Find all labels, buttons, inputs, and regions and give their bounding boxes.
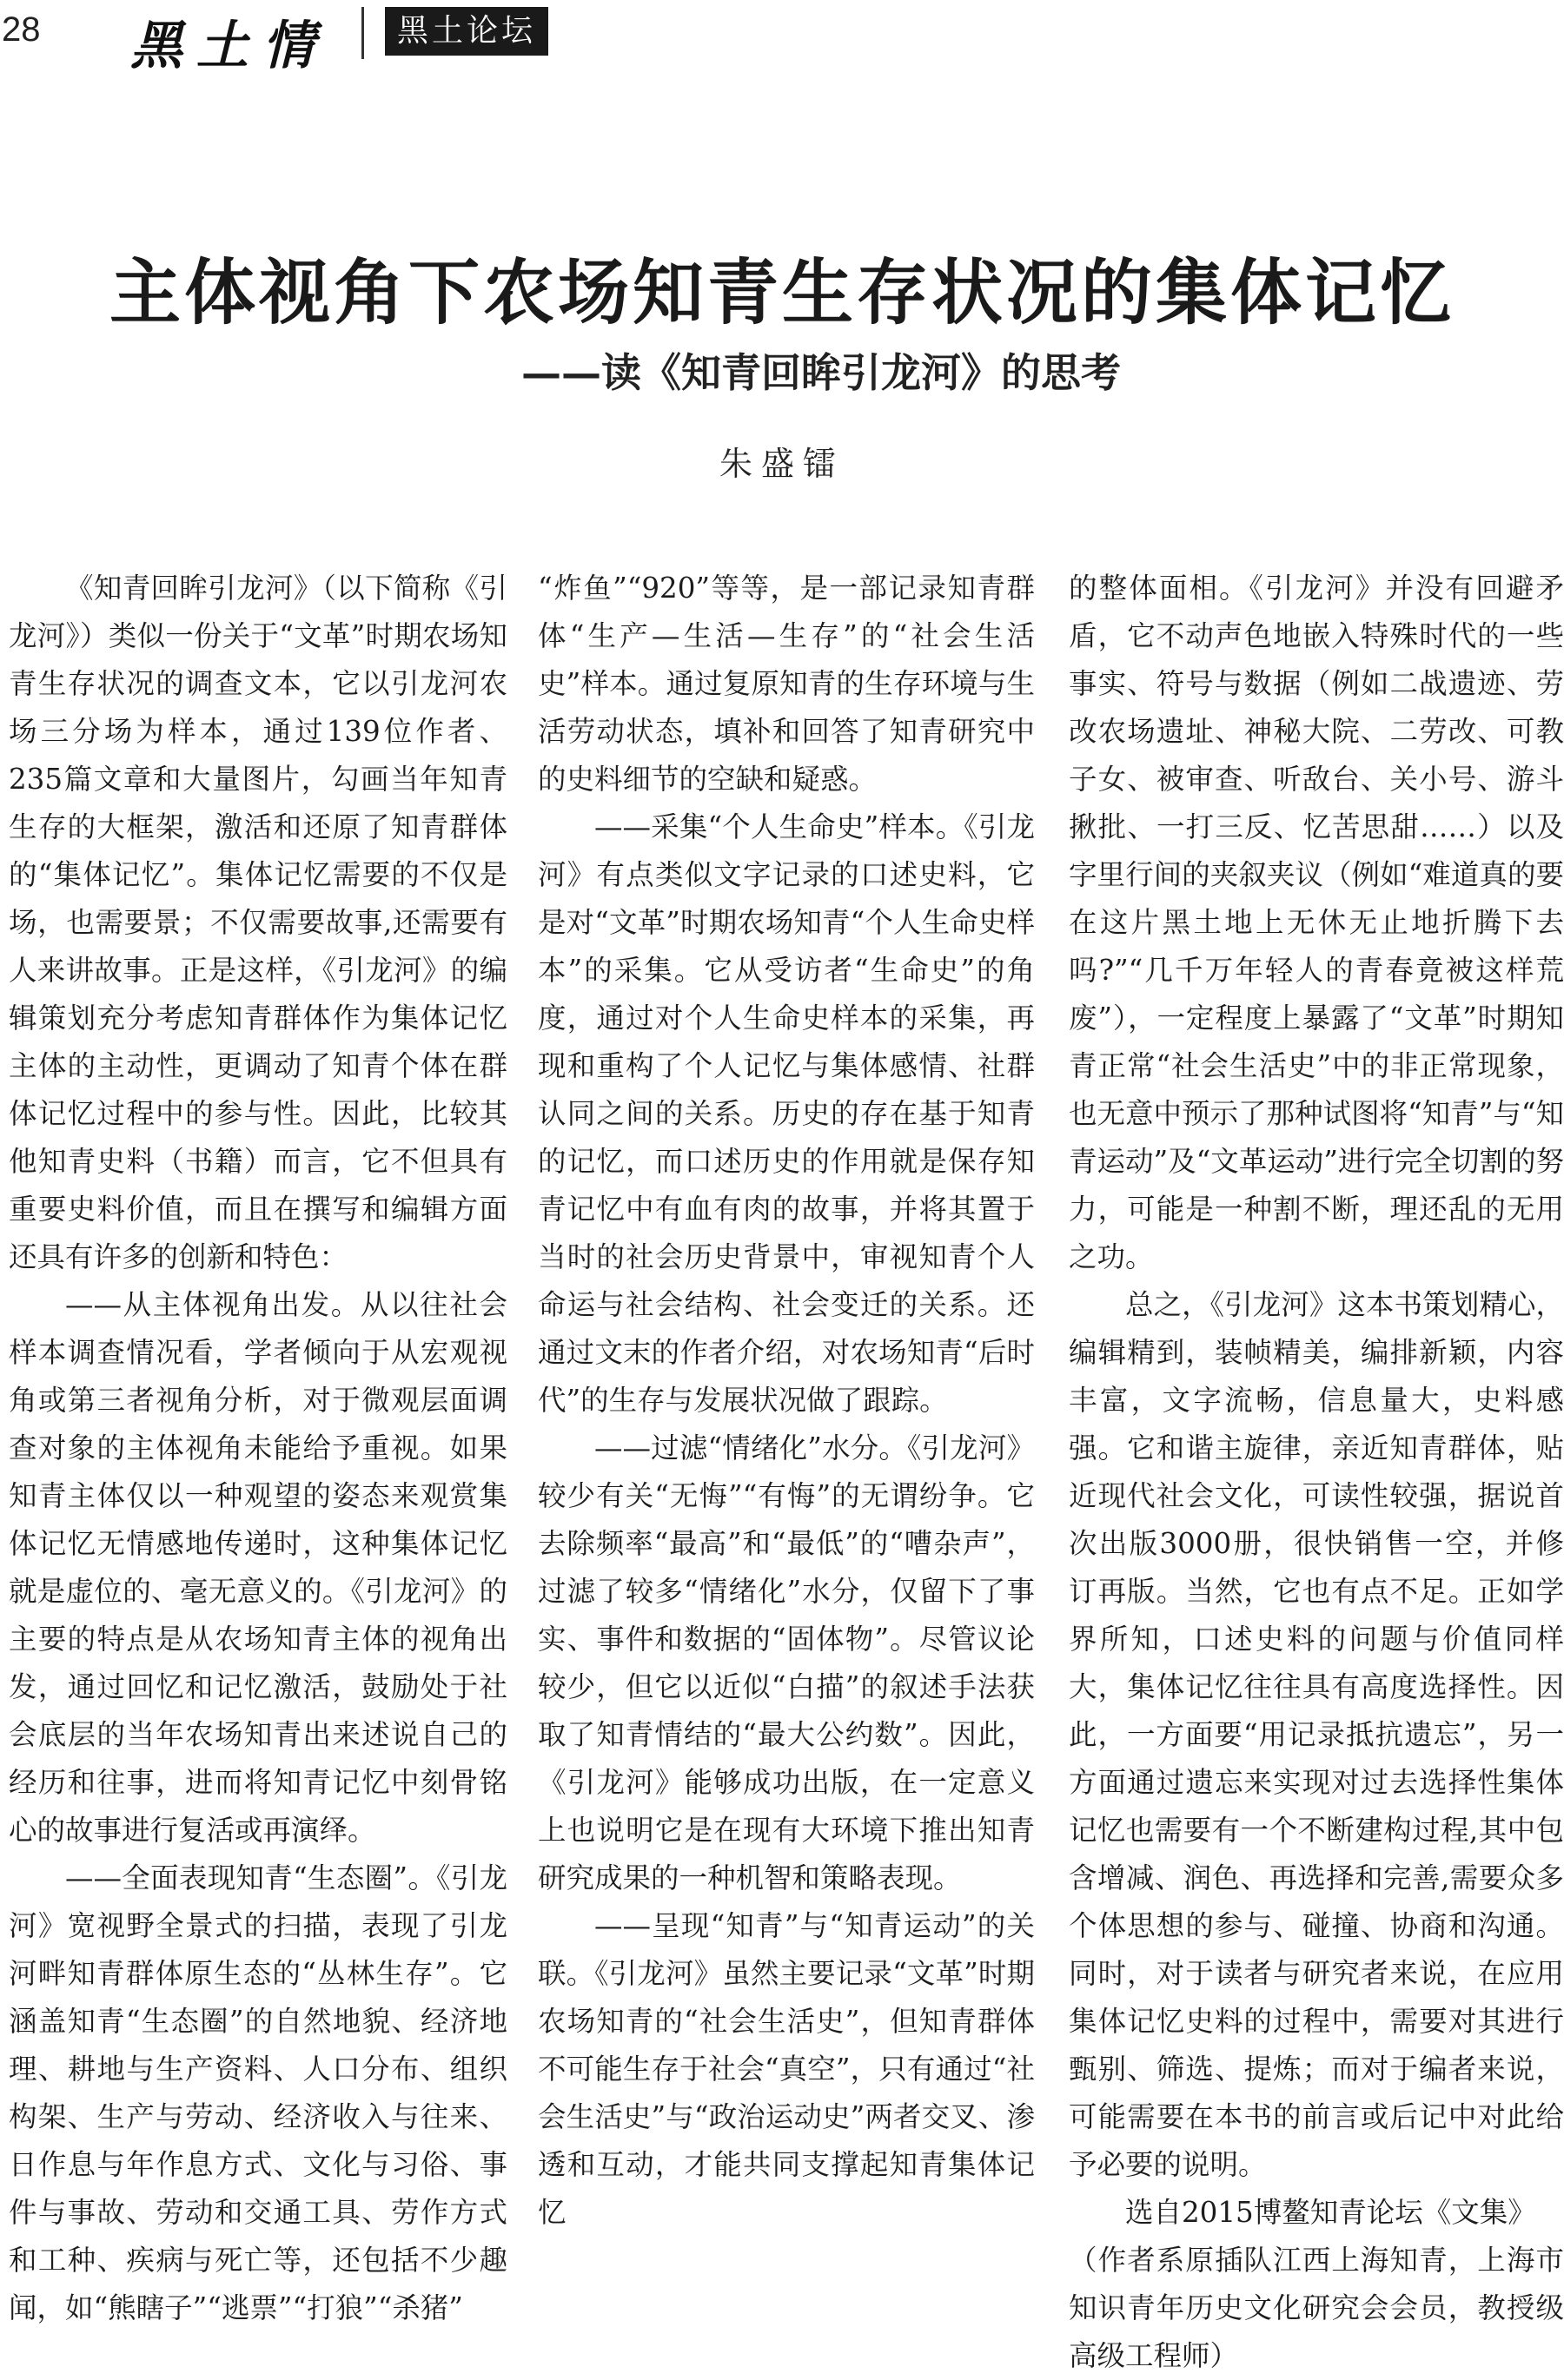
paragraph: “炸鱼”“920”等等，是一部记录知青群体“生产—生活—生存”的“社会生活史”样本。通过复原知青的生存环境与生活劳动状态，填补和回答了知青研究中的史料细节的空缺和疑惑。	[538, 572, 1035, 796]
paragraph: 总之，《引龙河》这本书策划精心，编辑精到，装帧精美，编排新颖，内容丰富，文字流畅，信息量大，史料感强。它和谐主旋律，亲近知青群体，贴近现代社会文化，可读性较强，据说首次出版3000册，很快销售一空，并修订再版。当然，它也有点不足。正如学界所知，口述史料的问题与价值同样大，集体记忆往往具有高度选择性。因此，一方面要“用记录抵抗遗忘”，另一方面通过遗忘来实现对过去选择性集体记忆也需要有一个不断建构过程,其中包含增减、润色、再选择和完善,需要众多个体思想的参与、碰撞、协商和沟通。同时，对于读者与研究者来说，在应用集体记忆史料的过程中，需要对其进行甄别、筛选、提炼；而对于编者来说，可能需要在本书的前言或后记中对此给予必要的说明。	[1069, 1288, 1564, 2181]
text-column-2	[538, 565, 1035, 2241]
paragraph: ——从主体视角出发。从以往社会样本调查情况看，学者倾向于从宏观视角或第三者视角分析，对于微观层面调查对象的主体视角未能给予重视。如果知青主体仅以一种观望的姿态来观赏集体记忆无情感地传递时，这种集体记忆就是虚位的、毫无意义的。《引龙河》的主要的特点是从农场知青主体的视角出发，通过回忆和记忆激活，鼓励处于社会底层的当年农场知青出来述说自己的经历和往事，进而将知青记忆中刻骨铭心的故事进行复活或再演绎。	[9, 1288, 507, 1847]
article-subtitle: ——读《知青回眸引龙河》的思考	[521, 349, 1121, 396]
paragraph: ——过滤“情绪化”水分。《引龙河》较少有关“无悔”“有悔”的无谓纷争。它去除频率“最高”和“最低”的“嘈杂声”，过滤了较多“情绪化”水分，仅留下了事实、事件和数据的“固体物”。尽管议论较少，但它以近似“白描”的叙述手法获取了知青情结的“最大公约数”。因此，《引龙河》能够成功出版，在一定意义上也说明它是在现有大环境下推出知青研究成果的一种机智和策略表现。	[538, 1431, 1035, 1894]
paragraph: 《知青回眸引龙河》（以下简称《引龙河》）类似一份关于“文革”时期农场知青生存状况的调查文本，它以引龙河农场三分场为样本，通过139位作者、235篇文章和大量图片，勾画当年知青生存的大框架，激活和还原了知青群体的“集体记忆”。集体记忆需要的不仅是场，也需要景；不仅需要故事,还需要有人来讲故事。正是这样，《引龙河》的编辑策划充分考虑知青群体作为集体记忆主体的主动性，更调动了知青个体在群体记忆过程中的参与性。因此，比较其他知青史料（书籍）而言，它不但具有重要史料价值，而且在撰写和编辑方面还具有许多的创新和特色：	[9, 572, 507, 1273]
text-column-3	[1069, 565, 1564, 2372]
source-note: 选自2015博鳌知青论坛《文集》	[1125, 2196, 1536, 2229]
paragraph: ——呈现“知青”与“知青运动”的关联。《引龙河》虽然主要记录“文革”时期农场知青的“社会生活史”，但知青群体不可能生存于社会“真空”，只有通过“社会生活史”与“政治运动史”两者交叉、渗透和互动，才能共同支撑起知青集体记忆	[538, 1909, 1035, 2229]
paragraph: ——全面表现知青“生态圈”。《引龙河》宽视野全景式的扫描，表现了引龙河畔知青群体原生态的“丛林生存”。它涵盖知青“生态圈”的自然地貌、经济地理、耕地与生产资料、人口分布、组织构架、生产与劳动、经济收入与往来、日作息与年作息方式、文化与习俗、事件与事故、劳动和交通工具、劳作方式和工种、疾病与死亡等，还包括不少趣闻，如“熊瞎子”“逃票”“打狼”“杀猪”	[9, 1861, 507, 2324]
magazine-logo: 黑土情	[130, 16, 328, 76]
header-divider	[361, 7, 364, 59]
page-number: 28	[2, 10, 41, 49]
article-author: 朱盛镭	[719, 445, 845, 483]
author-note: （作者系原插队江西上海知青，上海市知识青年历史文化研究会会员，教授级高级工程师）	[1069, 2244, 1564, 2372]
paragraph: 的整体面相。《引龙河》并没有回避矛盾，它不动声色地嵌入特殊时代的一些事实、符号与数据（例如二战遗迹、劳改农场遗址、神秘大院、二劳改、可教子女、被审查、听敌台、关小号、游斗揪批、一打三反、忆苦思甜……）以及字里行间的夹叙夹议（例如“难道真的要在这片黑土地上无休无止地折腾下去吗?”“几千万年轻人的青春竟被这样荒废”），一定程度上暴露了“文革”时期知青正常“社会生活史”中的非正常现象，也无意中预示了那种试图将“知青”与“知青运动”及“文革运动”进行完全切割的努力，可能是一种割不断，理还乱的无用之功。	[1069, 572, 1564, 1273]
text-column-1	[9, 565, 507, 2324]
section-tag: 黑土论坛	[385, 7, 548, 56]
paragraph: ——采集“个人生命史”样本。《引龙河》有点类似文字记录的口述史料，它是对“文革”时期农场知青“个人生命史样本”的采集。它从受访者“生命史”的角度，通过对个人生命史样本的采集，再现和重构了个人记忆与集体感情、社群认同之间的关系。历史的存在基于知青的记忆，而口述历史的作用就是保存知青记忆中有血有肉的故事，并将其置于当时的社会历史背景中，审视知青个人命运与社会结构、社会变迁的关系。还通过文末的作者介绍，对农场知青“后时代”的生存与发展状况做了跟踪。	[538, 810, 1035, 1417]
article-title: 主体视角下农场知青生存状况的集体记忆	[109, 252, 1455, 334]
